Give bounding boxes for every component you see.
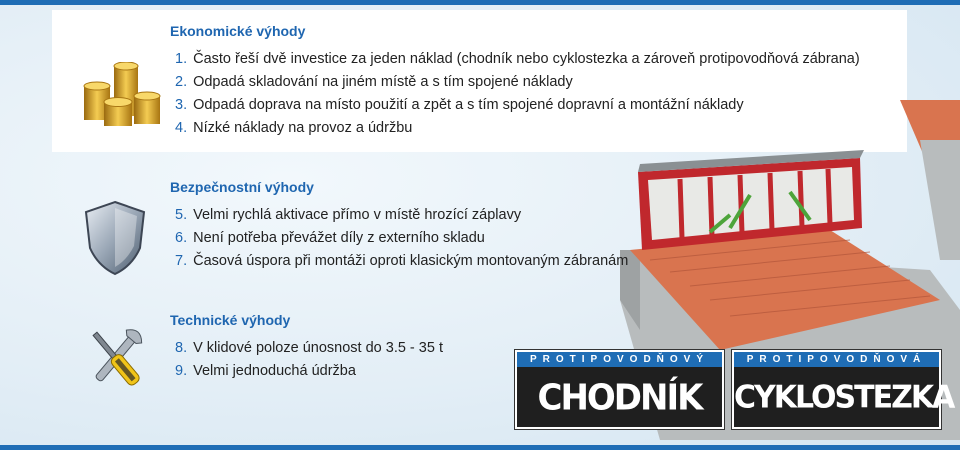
technical-title: Technické výhody [170,312,291,328]
safety-list [175,204,628,273]
cyklostezka-badge-subtitle: PROTIPOVODŇOVÁ [734,352,939,367]
chodnik-badge-title: CHODNÍK [537,377,702,419]
safety-title: Bezpečnostní výhody [170,179,314,195]
cyklostezka-badge [732,350,954,429]
list-item: 6. Není potřeba převážet díly z externího skladu [175,230,485,246]
chodnik-badge-subtitle: PROTIPOVODŇOVÝ [517,352,722,367]
list-item: 1. Často řeší dvě investice za jeden náklad (chodník nebo cyklostezka a zároveň protipovodňová zábrana) [175,51,860,67]
economic-title: Ekonomické výhody [170,23,306,39]
bottom-border [0,445,960,450]
list-item: 4. Nízké náklady na provoz a údržbu [175,120,413,136]
list-item: 3. Odpadá doprava na místo použití a zpět a s tím spojené dopravní a montážní náklady [175,97,744,113]
list-item: 8. V klidové poloze únosnost do 3.5 - 35 t [175,340,443,356]
chodnik-badge [515,350,724,429]
coins-icon [78,62,168,137]
list-item: 2. Odpadá skladování na jiném místě a s tím spojené náklady [175,74,573,90]
cyklostezka-badge-title: CYKLOSTEZKA [734,379,954,416]
list-item: 9. Velmi jednoduchá údržba [175,363,356,379]
list-item: 7. Časová úspora při montáži oproti klasickým montovaným zábranám [175,253,629,269]
tools-icon [80,322,152,399]
technical-list [175,337,443,383]
shield-icon [80,198,150,283]
list-item: 5. Velmi rychlá aktivace přímo v místě hrozící záplavy [175,207,522,223]
top-border [0,0,960,5]
